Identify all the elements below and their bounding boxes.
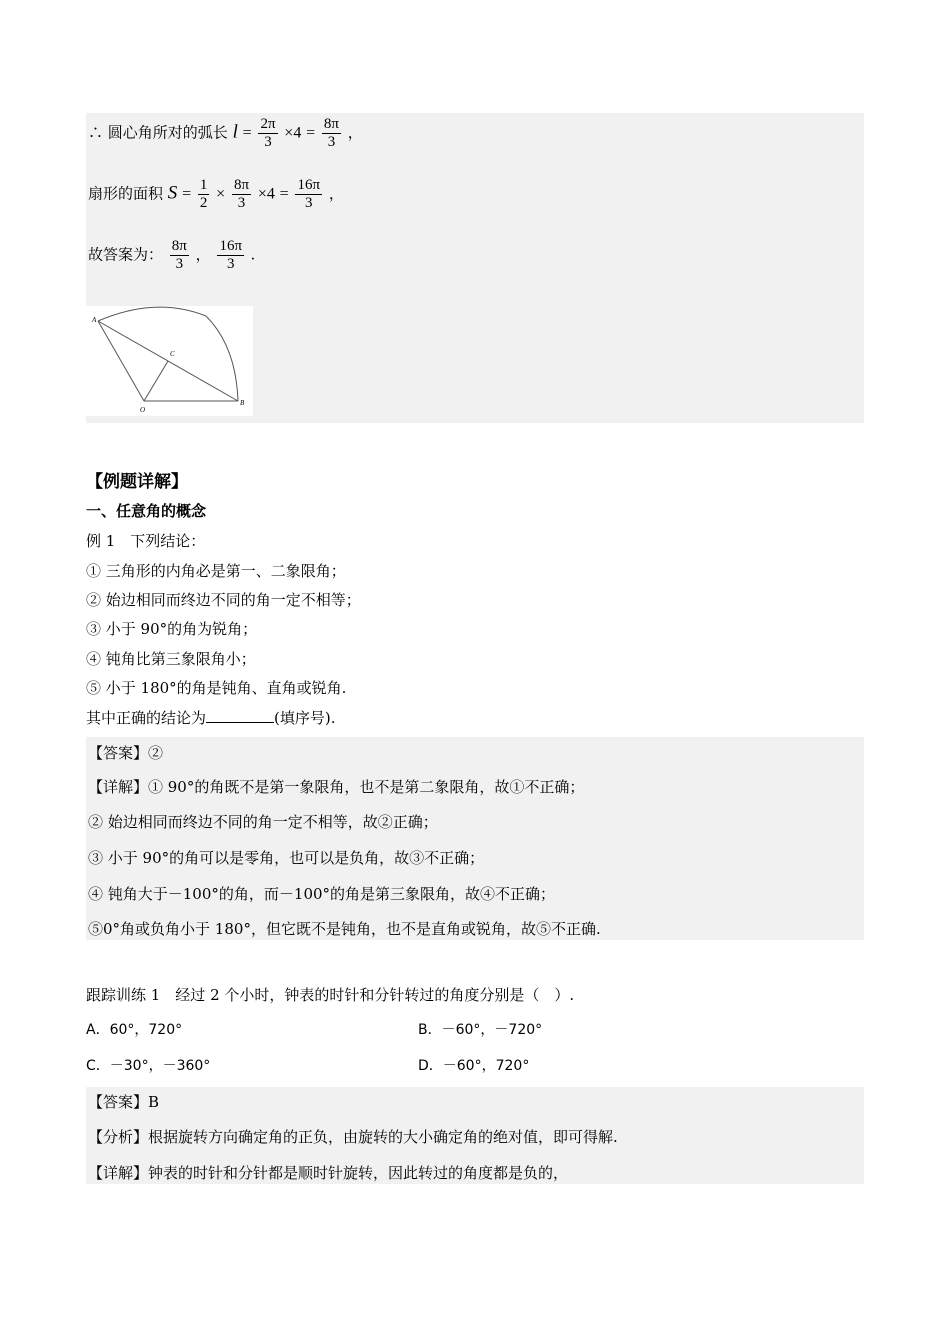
example1-question: 其中正确的结论为 (填序号). <box>86 709 336 727</box>
label-o: O <box>140 406 146 414</box>
option-d: D．－60°，720° <box>418 1058 530 1074</box>
label-c: C <box>170 350 175 358</box>
answer1-box <box>86 737 864 940</box>
example1-title: 例 1 下列结论： <box>86 532 206 550</box>
answer2-detail: 【详解】钟表的时针和分针都是顺时针旋转，因此转过的角度都是负的， <box>88 1164 569 1182</box>
area-var: S <box>167 182 178 204</box>
answer-label: 故答案为： <box>88 245 164 264</box>
area-fraction-1: $\frac{1}{2}$ <box>199 177 208 211</box>
option-b: B．－60°，－720° <box>418 1022 543 1038</box>
arc-fraction-1: $\frac{2\pi}{3}$ <box>260 116 276 150</box>
subheading: 一、任意角的概念 <box>86 502 207 520</box>
area-label: 扇形的面积 <box>88 184 164 203</box>
example1-item: ① 三角形的内角必是第一、二象限角； <box>86 562 346 580</box>
sector-area-line: 扇形的面积 S = $\frac{1}{2}$ × $\frac{8\pi}{3}$ ×4 = $\frac{16\pi}{3}$ ， <box>88 177 344 211</box>
example1-item: ③ 小于 90°的角为锐角； <box>86 620 258 638</box>
answer1-detail: 【详解】① 90°的角既不是第一象限角，也不是第二象限角，故①不正确； <box>88 778 585 796</box>
answer-fraction-1: $\frac{8\pi}{3}$ <box>171 238 187 272</box>
area-fraction-3: $\frac{16\pi}{3}$ <box>297 177 321 211</box>
arc-label: ∴ 圆心角所对的弧长 <box>88 123 228 142</box>
example1-item: ④ 钝角比第三象限角小； <box>86 650 256 668</box>
practice1-title: 跟踪训练 1 经过 2 个小时，钟表的时针和分针转过的角度分别是（ ）. <box>86 986 575 1004</box>
area-fraction-2: $\frac{8\pi}{3}$ <box>233 177 250 211</box>
arc-var: l <box>232 121 238 143</box>
option-c: C．－30°，－360° <box>86 1058 211 1074</box>
example1-item: ⑤ 小于 180°的角是钝角、直角或锐角. <box>86 679 347 697</box>
arc-fraction-2: $\frac{8\pi}{3}$ <box>323 116 339 150</box>
final-answer-line: 故答案为： $\frac{8\pi}{3}$ ， $\frac{16\pi}{3}$ . <box>88 238 255 272</box>
arc-times: ×4 <box>284 124 302 142</box>
section-heading: 【例题详解】 <box>86 472 188 492</box>
label-b: B <box>240 399 245 407</box>
answer1-detail: ② 始边相同而终边不同的角一定不相等，故②正确； <box>88 813 438 831</box>
answer2-analysis: 【分析】根据旋转方向确定角的正负，由旋转的大小确定角的绝对值，即可得解. <box>88 1128 618 1146</box>
answer-fraction-2: $\frac{16\pi}{3}$ <box>219 238 243 272</box>
sector-figure <box>86 306 253 416</box>
answer1-detail: ④ 钝角大于－100°的角，而－100°的角是第三象限角，故④不正确； <box>88 885 556 903</box>
answer1-detail: ⑤0°角或负角小于 180°，但它既不是钝角，也不是直角或锐角，故⑤不正确. <box>88 920 601 938</box>
answer1-detail: ③ 小于 90°的角可以是零角，也可以是负角，故③不正确； <box>88 849 485 867</box>
answer2-answer: 【答案】B <box>88 1093 160 1111</box>
label-a: A <box>92 316 97 324</box>
answer-blank <box>206 710 274 723</box>
arc-length-line: ∴ 圆心角所对的弧长 l = $\frac{2\pi}{3}$ ×4 = $\frac{8\pi}{3}$ ， <box>88 116 363 150</box>
answer1-answer: 【答案】② <box>88 744 164 762</box>
option-a: A．60°，720° <box>86 1022 183 1038</box>
example1-item: ② 始边相同而终边不同的角一定不相等； <box>86 591 361 609</box>
